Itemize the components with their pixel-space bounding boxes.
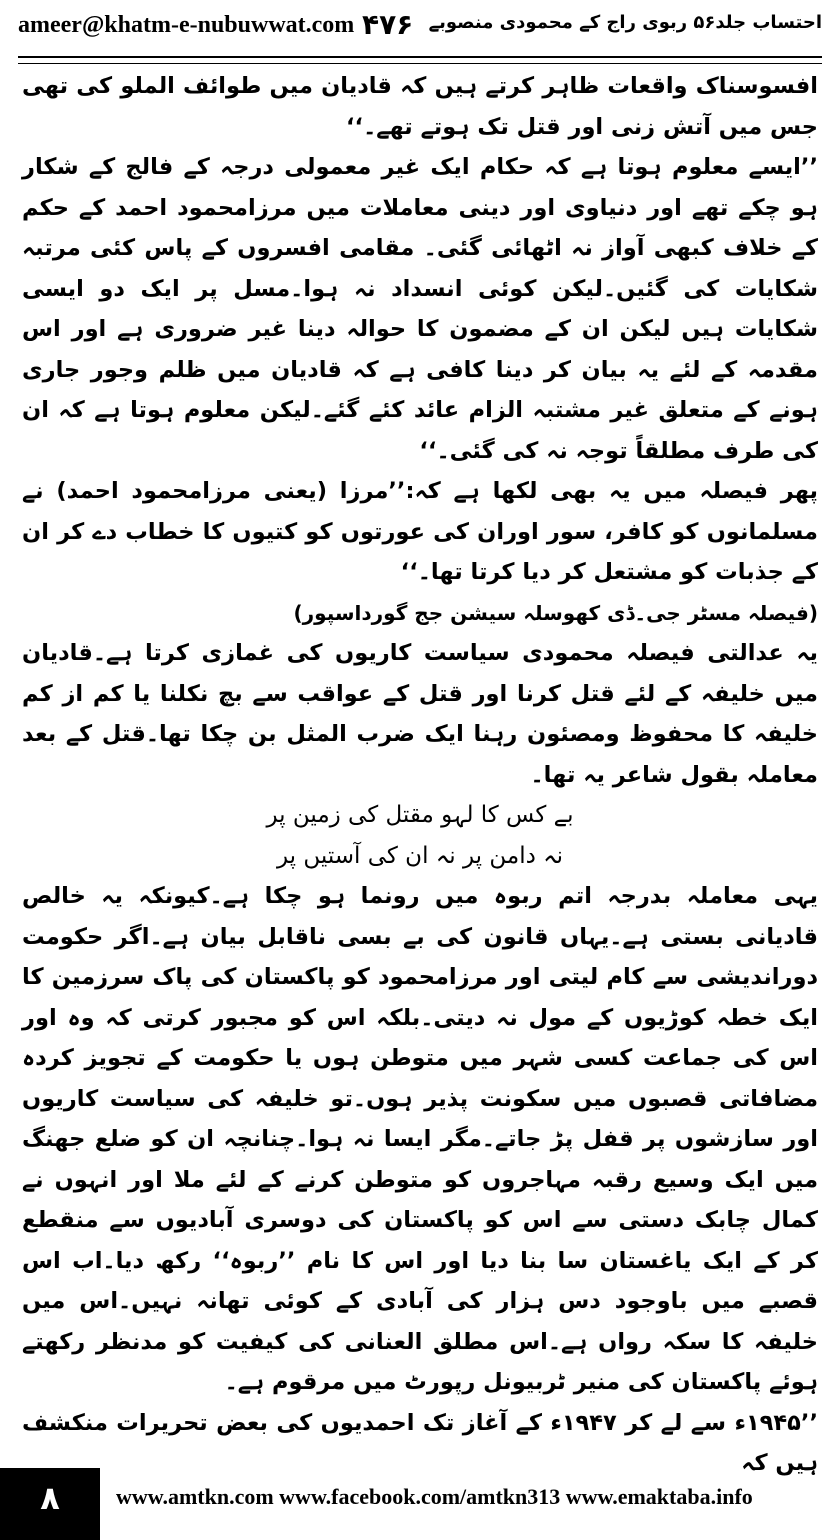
footer-urls: www.amtkn.com www.facebook.com/amtkn313 www.emaktaba.info bbox=[116, 1484, 753, 1509]
header-email: ameer@khatm-e-nubuwwat.com bbox=[18, 12, 355, 38]
header-rule bbox=[18, 56, 822, 64]
paragraph-3: پھر فیصلہ میں یہ بھی لکھا ہے کہ:’’مرزا (یعنی مرزامحمود احمد) نے مسلمانوں کو کافر، سور اوران کی عورتوں کو کتیوں کا خطاب دے کر ان کے جذبات کو مشتعل کر دیا کرتا تھا۔‘‘ bbox=[22, 478, 818, 585]
verse-line-2: نہ دامن پر نہ ان کی آستیں پر bbox=[276, 842, 564, 869]
paragraph-2: ’’ایسے معلوم ہوتا ہے کہ حکام ایک غیر معمولی درجہ کے فالج کے شکار ہو چکے تھے اور دنیاوی اور دینی معاملات میں مرزامحمود احمد کے حکم کے خلاف کبھی آواز نہ اٹھائی گئی۔ مقامی افسروں کے پاس کئی مرتبہ شکایات کی گئیں۔لیکن کوئی انسداد نہ ہوا۔مسل پر ایک دو ایسی شکایات ہیں لیکن ان کے مضمون کا حوالہ دینا غیر ضروری ہے اور اس مقدمہ کے لئے یہ بیان کر دینا کافی ہے کہ قادیان میں ظلم وجور جاری ہونے کے متعلق غیر مشتبہ الزام عائد کئے گئے۔لیکن معلوم ہوتا ہے کہ ان کی طرف مطلقاً توجہ نہ کی گئی۔‘‘ bbox=[22, 154, 818, 464]
page-number: ۴۷۶ bbox=[362, 8, 414, 41]
page-header bbox=[0, 0, 840, 56]
running-title: احتساب جلد۵۶ ربوی راج کے محمودی منصوبے bbox=[428, 12, 822, 33]
citation: (فیصلہ مسٹر جی۔ڈی کھوسلہ سیشن جج گورداسپور) bbox=[293, 600, 818, 625]
sheet-number: ۸ bbox=[0, 1468, 100, 1540]
page-footer bbox=[0, 1468, 840, 1540]
paragraph-5: یہی معاملہ بدرجہ اتم ربوہ میں رونما ہو چکا ہے۔کیونکہ یہ خالص قادیانی بستی ہے۔یہاں قانون کی بے بسی ناقابل بیان ہے۔اگر حکومت دوراندیشی سے کام لیتی اور مرزامحمود کو پاکستان کی پاک سرزمین کا ایک خطہ کوڑیوں کے مول نہ دیتی۔بلکہ اس کو مجبور کرتی کہ وہ اور اس کی جماعت کسی شہر میں متوطن ہوں یا حکومت کے تجویز کردہ مضافاتی قصبوں میں سکونت پذیر ہوں۔تو خلیفہ کی سیاست کاریوں اور سازشوں پر قفل پڑ جاتے۔مگر ایسا نہ ہوا۔چنانچہ ان کو ضلع جھنگ میں ایک وسیع رقبہ مہاجروں کو متوطن کرنے کے لئے ملا اور انہوں نے کمال چابک دستی سے اس کو پاکستان کی دوسری آبادیوں سے منقطع کر کے ایک یاغستان سا بنا دیا اور اس کا نام ’’ربوہ‘‘ رکھ دیا۔اب اس قصبے میں باوجود دس ہزار کی آبادی کے کوئی تھانہ نہیں۔اس میں خلیفہ کا سکہ رواں ہے۔اس مطلق العنانی کی کیفیت کو مدنظر رکھتے ہوئے پاکستان کی منیر ٹربیونل رپورٹ میں مرقوم ہے۔ bbox=[22, 883, 818, 1395]
paragraph-6: ’’۱۹۴۵ء سے لے کر ۱۹۴۷ء کے آغاز تک احمدیوں کی بعض تحریرات منکشف ہیں کہ bbox=[22, 1409, 818, 1476]
verse-line-1: بے کس کا لہو مقتل کی زمین پر bbox=[266, 802, 574, 828]
page-body bbox=[22, 66, 818, 1476]
paragraph-1: افسوسناک واقعات ظاہر کرتے ہیں کہ قادیان میں طوائف الملو کی تھی جس میں آتش زنی اور قتل تک ہوتے تھے۔‘‘ bbox=[22, 73, 818, 140]
paragraph-4: یہ عدالتی فیصلہ محمودی سیاست کاریوں کی غمازی کرتا ہے۔قادیان میں خلیفہ کے لئے قتل کرنا اور قتل کے عواقب سے بچ نکلنا یا کم از کم خلیفہ کا محفوظ ومصئون رہنا ایک ضرب المثل بن چکا تھا۔قتل کے بعد معاملہ بقول شاعر یہ تھا۔ bbox=[22, 640, 818, 788]
